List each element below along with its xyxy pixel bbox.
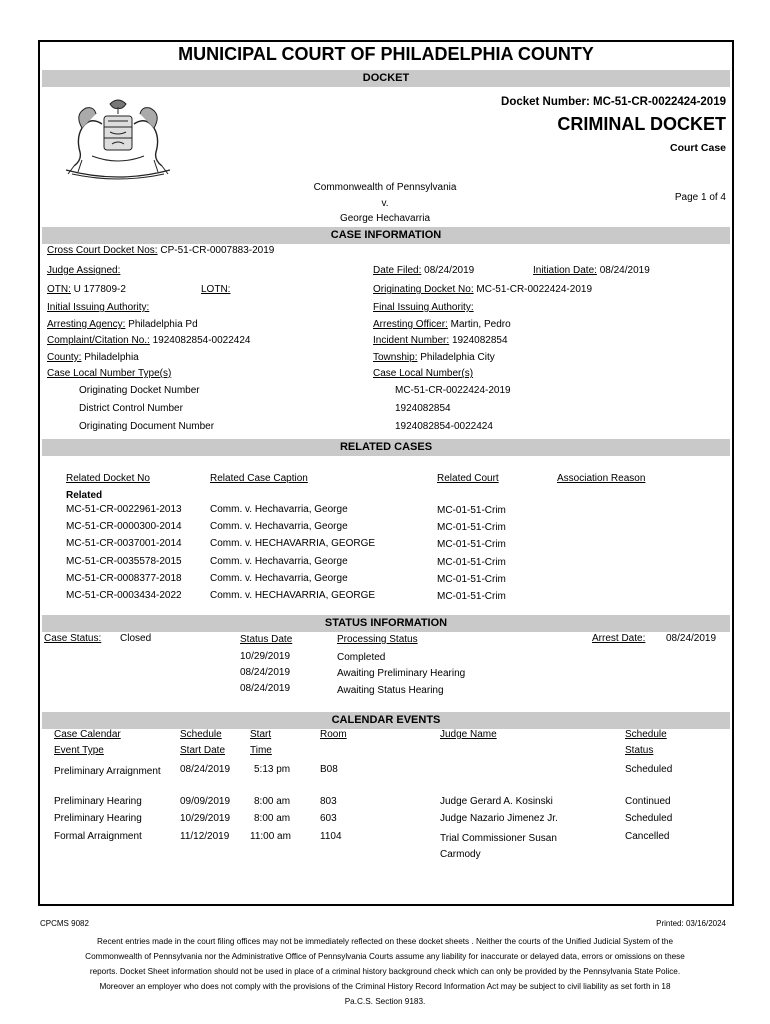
room: 603	[320, 813, 337, 824]
otn-row	[47, 284, 126, 295]
county-value: Philadelphia	[84, 352, 139, 363]
initiation-label: Initiation Date:	[533, 265, 597, 276]
arresting-agency-label: Arresting Agency:	[47, 319, 126, 330]
orig-docket-row	[373, 284, 592, 295]
schedule-date: 11/12/2019	[180, 831, 230, 842]
start-time: 11:00 am	[250, 831, 291, 842]
incident-row	[373, 335, 508, 346]
docket-type: CRIMINAL DOCKET	[557, 114, 726, 134]
related-court: MC-01-51-Crim	[437, 539, 506, 550]
room-header: Room	[320, 729, 347, 740]
status-date-header: Status Date	[240, 634, 293, 645]
processing-status: Completed	[337, 652, 386, 663]
local-number-label: Case Local Number(s)	[373, 368, 474, 379]
related-caption: Comm. v. Hechavarria, George	[210, 521, 348, 532]
local-number-3: 1924082854-0022424	[395, 421, 493, 432]
county-row	[47, 352, 139, 363]
related-caption: Comm. v. Hechavarria, George	[210, 573, 348, 584]
schedule-date: 08/24/2019	[180, 764, 231, 775]
otn-value: U 177809-2	[73, 284, 126, 295]
case-status-label: Case Status:	[44, 633, 102, 644]
arrest-date-value: 08/24/2019	[666, 633, 717, 644]
calendar-events-bar: CALENDAR EVENTS	[42, 712, 730, 729]
case-kind: Court Case	[669, 142, 726, 154]
related-docket: MC-51-CR-0037001-2014	[66, 538, 182, 549]
arrest-date-label: Arrest Date:	[592, 633, 646, 644]
start-time: 5:13 pm	[254, 764, 291, 775]
related-caption: Comm. v. Hechavarria, George	[210, 504, 348, 515]
related-docket: MC-51-CR-0000300-2014	[66, 521, 182, 532]
start-time: 8:00 am	[254, 813, 291, 824]
case-status-value: Closed	[120, 633, 152, 644]
cross-court-value: CP-51-CR-0007883-2019	[160, 245, 275, 256]
related-court: MC-01-51-Crim	[437, 557, 506, 568]
association-reason-header: Association Reason	[557, 473, 646, 484]
status-date: 08/24/2019	[240, 683, 291, 694]
judge-name-header: Judge Name	[440, 729, 497, 740]
related-court-header: Related Court	[437, 473, 499, 484]
township-value: Philadelphia City	[420, 352, 495, 363]
schedule-status: Continued	[625, 796, 671, 807]
docket-bar: DOCKET	[42, 70, 730, 87]
printed-date: Printed: 03/16/2024	[656, 919, 726, 928]
cross-court-row	[47, 245, 274, 256]
docket-number: Docket Number: MC-51-CR-0022424-2019	[501, 96, 726, 108]
cross-court-label: Cross Court Docket Nos:	[47, 245, 158, 256]
form-code: CPCMS 9082	[40, 919, 89, 928]
related-docket: MC-51-CR-0003434-2022	[66, 590, 182, 601]
local-type-1: Originating Docket Number	[79, 385, 200, 396]
judge-name: Judge Gerard A. Kosinski	[440, 796, 553, 807]
status-date: 08/24/2019	[240, 667, 291, 678]
start-time-header-1: Start	[250, 729, 272, 740]
arresting-agency-row	[47, 319, 198, 330]
local-number-2: 1924082854	[395, 403, 451, 414]
event-type: Preliminary Hearing	[54, 796, 142, 807]
final-issuing-label: Final Issuing Authority:	[373, 302, 474, 313]
local-type-3: Originating Document Number	[79, 421, 215, 432]
page-indicator: Page 1 of 4	[674, 192, 726, 203]
related-docket: MC-51-CR-0008377-2018	[66, 573, 182, 584]
township-row	[373, 352, 495, 363]
related-caption: Comm. v. HECHAVARRIA, GEORGE	[210, 538, 376, 549]
initiation-row	[533, 265, 650, 276]
caption-line1: Commonwealth of Pennsylvania	[313, 182, 457, 193]
incident-value: 1924082854	[451, 335, 508, 346]
local-number-1: MC-51-CR-0022424-2019	[395, 385, 511, 396]
judge-name: Judge Nazario Jimenez Jr.	[440, 813, 558, 824]
local-type-label: Case Local Number Type(s)	[47, 368, 172, 379]
complaint-value: 1924082854-0022424	[152, 335, 251, 346]
related-caption: Comm. v. HECHAVARRIA, GEORGE	[210, 590, 376, 601]
schedule-date-header-2: Start Date	[180, 745, 226, 756]
processing-status-header: Processing Status	[337, 634, 418, 645]
caption-line2: v.	[381, 198, 389, 209]
otn-label: OTN:	[47, 284, 71, 295]
arresting-agency-value: Philadelphia Pd	[128, 319, 198, 330]
start-time-header-2: Time	[250, 745, 272, 756]
event-type-header-2: Event Type	[54, 745, 104, 756]
related-caption-header: Related Case Caption	[210, 473, 308, 484]
schedule-status-header-2: Status	[625, 745, 654, 756]
judge-assigned-label: Judge Assigned:	[47, 265, 121, 276]
caption-line3: George Hechavarria	[339, 213, 431, 224]
related-court: MC-01-51-Crim	[437, 505, 506, 516]
date-filed-value: 08/24/2019	[424, 265, 475, 276]
date-filed-row	[373, 265, 474, 276]
schedule-date: 10/29/2019	[180, 813, 231, 824]
arresting-officer-value: Martin, Pedro	[450, 319, 511, 330]
related-docket: MC-51-CR-0022961-2013	[66, 504, 182, 515]
room: 1104	[320, 831, 342, 842]
schedule-status-header-1: Schedule	[625, 729, 667, 740]
schedule-status: Cancelled	[625, 831, 670, 842]
related-court: MC-01-51-Crim	[437, 574, 506, 585]
county-label: County:	[47, 352, 82, 363]
complaint-row	[47, 335, 251, 346]
related-caption: Comm. v. Hechavarria, George	[210, 556, 348, 567]
schedule-status: Scheduled	[625, 764, 673, 775]
township-label: Township:	[373, 352, 418, 363]
initial-issuing-label: Initial Issuing Authority:	[47, 302, 150, 313]
local-type-2: District Control Number	[79, 403, 183, 414]
start-time: 8:00 am	[254, 796, 291, 807]
initiation-value: 08/24/2019	[599, 265, 650, 276]
related-cases-bar: RELATED CASES	[42, 439, 730, 456]
case-information-bar: CASE INFORMATION	[42, 227, 730, 244]
room: B08	[320, 764, 338, 775]
status-information-bar: STATUS INFORMATION	[42, 615, 730, 632]
court-title: MUNICIPAL COURT OF PHILADELPHIA COUNTY	[178, 44, 594, 64]
date-filed-label: Date Filed:	[373, 265, 422, 276]
related-court: MC-01-51-Crim	[437, 522, 506, 533]
complaint-label: Complaint/Citation No.:	[47, 335, 150, 346]
related-group-label: Related	[66, 490, 103, 501]
related-docket: MC-51-CR-0035578-2015	[66, 556, 182, 567]
event-type: Preliminary Hearing	[54, 813, 142, 824]
related-court: MC-01-51-Crim	[437, 591, 506, 602]
schedule-date: 09/09/2019	[180, 796, 231, 807]
orig-docket-label: Originating Docket No:	[373, 284, 474, 295]
related-docket-header: Related Docket No	[66, 473, 150, 484]
incident-label: Incident Number:	[373, 335, 450, 346]
lotn-label: LOTN:	[201, 284, 231, 295]
schedule-status: Scheduled	[625, 813, 673, 824]
processing-status: Awaiting Preliminary Hearing	[337, 668, 466, 679]
orig-docket-value: MC-51-CR-0022424-2019	[476, 284, 593, 295]
processing-status: Awaiting Status Hearing	[337, 685, 444, 696]
room: 803	[320, 796, 337, 807]
status-date: 10/29/2019	[240, 651, 291, 662]
event-type: Preliminary Arraignment	[54, 766, 161, 777]
judge-name: Trial Commissioner Susan Carmody	[440, 833, 557, 860]
disclaimer: Recent entries made in the court filing offices may not be immediately reflected on these docket sheets . Neither the courts of the Unified Judicial System of the Commonwealth of Pennsylvania nor the Administrative Office of Pennsylvania Courts assume any liability for inaccurate or delayed data, errors or omissions on these reports. Docket Sheet information should not be used in place of a criminal history background check which can only be provided by the Pennsylvania State Police. Moreover an employer who does not comply with the provisions of the Criminal History Record Information Act may be subject to civil liability as set forth in 18 Pa.C.S. Section 9183.	[85, 937, 685, 1006]
arresting-officer-label: Arresting Officer:	[373, 319, 448, 330]
arresting-officer-row	[373, 319, 511, 330]
event-type-header-1: Case Calendar	[54, 729, 121, 740]
event-type: Formal Arraignment	[54, 831, 142, 842]
pennsylvania-seal-icon	[52, 94, 184, 180]
schedule-date-header-1: Schedule	[180, 729, 222, 740]
